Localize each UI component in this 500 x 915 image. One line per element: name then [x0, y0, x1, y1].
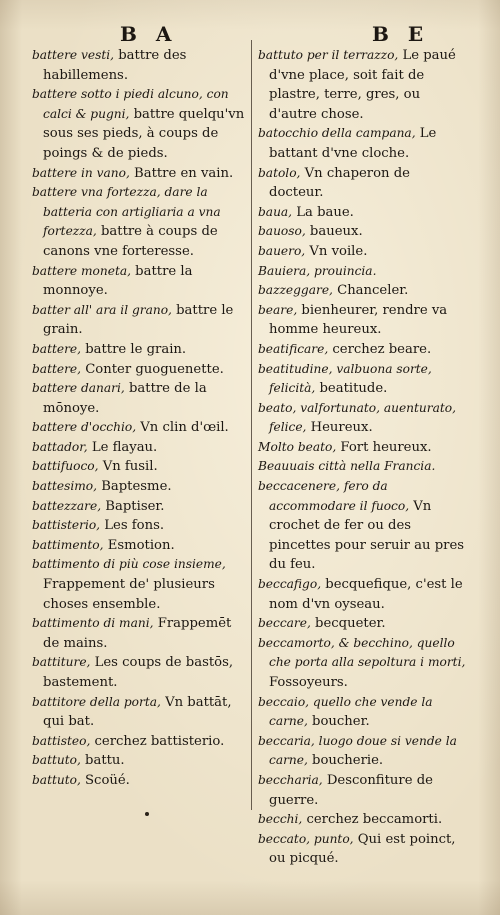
- entry-headword: beccacenere, fero da accommodare il fuoco,: [258, 479, 410, 513]
- entry-headword: battimento di mani,: [32, 616, 154, 631]
- dictionary-entry: [258, 222, 468, 242]
- entry-headword: beccafigo,: [258, 577, 322, 592]
- dictionary-entry: [32, 418, 246, 438]
- entry-headword: battere vesti,: [32, 48, 115, 62]
- dictionary-entry: [32, 457, 246, 477]
- entry-headword: beato, valfortunato, auenturato, felice,: [258, 400, 456, 435]
- dictionary-entry: [32, 379, 246, 418]
- entry-definition: Scoüé.: [80, 772, 130, 788]
- dictionary-entry: [32, 693, 246, 732]
- entry-definition: becqueter.: [310, 616, 386, 632]
- left-column: [32, 46, 246, 791]
- entry-definition: beatitude.: [315, 381, 388, 397]
- dictionary-entry: [32, 46, 246, 85]
- entry-definition: Battre en vain.: [129, 165, 234, 181]
- entry-headword: beatificare,: [258, 341, 329, 356]
- dictionary-entry: [258, 575, 468, 614]
- entry-definition: battre le grain.: [81, 341, 187, 357]
- entry-headword: baua,: [258, 204, 293, 219]
- entry-definition: Vn voile.: [305, 243, 368, 259]
- entry-headword: battere in vano,: [32, 165, 130, 180]
- entry-definition: Baptesme.: [97, 479, 172, 495]
- entry-headword: battimento,: [32, 537, 104, 552]
- entry-headword: battisterio,: [32, 518, 101, 533]
- entry-definition: Heureux.: [306, 420, 373, 436]
- entry-headword: battimento di più cose insieme,: [32, 557, 226, 572]
- entry-definition: Les coups de bastōs, bastement.: [43, 655, 234, 690]
- entry-definition: Desconfiture de guerre.: [269, 772, 433, 808]
- entry-headword: beatitudine, valbuona sorte, felicità,: [258, 361, 432, 396]
- dictionary-entry: [258, 732, 468, 771]
- entry-headword: Beauuais città nella Francia.: [258, 459, 436, 474]
- dictionary-entry: [258, 438, 468, 458]
- dictionary-entry: [32, 497, 246, 517]
- page-header-left: B A: [120, 22, 178, 46]
- ink-dot-mark: [145, 812, 149, 816]
- entry-headword: beccaio, quello che vende la carne,: [258, 694, 433, 729]
- entry-definition: battre le grain.: [43, 302, 234, 338]
- dictionary-entry: [258, 457, 468, 477]
- dictionary-entry: [258, 830, 468, 869]
- dictionary-entry: [32, 85, 246, 163]
- dictionary-entry: [258, 360, 468, 399]
- entry-definition: Les fons.: [100, 518, 165, 534]
- entry-definition: Vn chaperon de docteur.: [269, 165, 410, 201]
- dictionary-entry: [258, 242, 468, 262]
- entry-definition: Vn battāt, qui bat.: [43, 694, 232, 730]
- dictionary-entry: [258, 301, 468, 340]
- entry-headword: bauoso,: [258, 224, 306, 239]
- entry-definition: battre à coups de canons vne forteresse.: [43, 224, 218, 259]
- entry-headword: beare,: [258, 302, 298, 317]
- entry-definition: Le flayau.: [87, 439, 158, 455]
- entry-definition: cerchez beccamorti.: [302, 812, 443, 828]
- entry-headword: becchi,: [258, 812, 303, 827]
- entry-headword: batolo,: [258, 165, 301, 180]
- entry-headword: battere,: [32, 341, 81, 356]
- dictionary-entry: [258, 164, 468, 203]
- entry-headword: battere danari,: [32, 381, 125, 396]
- entry-headword: battere sotto i piedi alcuno, con calci & pugni,: [32, 87, 229, 121]
- entry-headword: battere d'occhio,: [32, 420, 137, 435]
- dictionary-entry: [258, 614, 468, 634]
- entry-headword: battisteo,: [32, 733, 91, 748]
- entry-headword: battere,: [32, 361, 81, 376]
- entry-headword: bazzeggare,: [258, 283, 333, 298]
- entry-definition: cerchez battisterio.: [90, 733, 225, 749]
- entry-definition: Frappemēt de mains.: [43, 616, 232, 651]
- entry-headword: batocchio della campana,: [258, 126, 416, 141]
- entry-headword: battere vna fortezza, dare la batteria con artigliaria a vna fortezza,: [32, 185, 221, 239]
- dictionary-entry: [32, 340, 246, 360]
- entry-definition: Baptiser.: [101, 498, 165, 514]
- entry-headword: battuto,: [32, 753, 81, 768]
- entry-definition: battre de la mōnoye.: [43, 381, 207, 416]
- entry-headword: beccamorto, & becchino, quello che porta alla sepoltura i morti,: [258, 635, 466, 670]
- entry-definition: becquefique, c'est le nom d'vn oyseau.: [269, 577, 463, 612]
- dictionary-entry: [32, 438, 246, 458]
- entry-headword: Bauiera, prouincia.: [258, 263, 377, 278]
- entry-definition: Frappement de' plusieurs choses ensemble.: [43, 577, 215, 612]
- entry-headword: battifuoco,: [32, 459, 99, 474]
- entry-headword: battere moneta,: [32, 263, 131, 278]
- dictionary-entry: [32, 653, 246, 692]
- dictionary-entry: [32, 262, 246, 301]
- entry-definition: battre la monnoye.: [43, 263, 193, 299]
- entry-headword: batter all' ara il grano,: [32, 302, 172, 317]
- dictionary-entry: [258, 281, 468, 301]
- page-header-right: B E: [372, 22, 430, 46]
- dictionary-entry: [258, 203, 468, 223]
- entry-headword: battiture,: [32, 655, 91, 670]
- right-column: [258, 46, 468, 869]
- dictionary-entry: [32, 477, 246, 497]
- dictionary-entry: [258, 693, 468, 732]
- entry-headword: battezzare,: [32, 498, 102, 513]
- entry-headword: beccato, punto,: [258, 831, 354, 846]
- dictionary-entry: [258, 340, 468, 360]
- dictionary-entry: [258, 262, 468, 282]
- entry-definition: battre quelqu'vn sous ses pieds, à coups de poings & de pieds.: [43, 106, 245, 161]
- dictionary-entry: [258, 771, 468, 810]
- entry-headword: beccare,: [258, 616, 311, 631]
- dictionary-entry: [32, 536, 246, 556]
- entry-headword: bauero,: [258, 243, 306, 258]
- entry-headword: battuto per il terrazzo,: [258, 48, 399, 62]
- dictionary-entry: [258, 46, 468, 124]
- entry-definition: boucherie.: [307, 753, 384, 769]
- entry-headword: battesimo,: [32, 479, 97, 494]
- dictionary-entry: [32, 555, 246, 614]
- dictionary-entry: [258, 810, 468, 830]
- entry-definition: Vn fusil.: [98, 459, 158, 475]
- entry-definition: Fossoyeurs.: [269, 675, 348, 690]
- dictionary-entry: [258, 477, 468, 575]
- dictionary-entry: [32, 183, 246, 261]
- dictionary-entry: [258, 634, 468, 693]
- dictionary-entry: [32, 164, 246, 184]
- column-divider: [251, 40, 252, 810]
- entry-definition: battre des habillemens.: [43, 48, 187, 83]
- entry-headword: beccharia,: [258, 772, 323, 787]
- dictionary-entry: [32, 516, 246, 536]
- dictionary-entry: [32, 614, 246, 653]
- entry-definition: Conter guoguenette.: [81, 361, 224, 377]
- entry-definition: Fort heureux.: [336, 439, 432, 455]
- entry-definition: Vn clin d'œil.: [136, 420, 229, 436]
- entry-headword: Molto beato,: [258, 439, 337, 454]
- entry-headword: beccaria, luogo doue si vende la carne,: [258, 733, 457, 768]
- entry-definition: Le battant d'vne cloche.: [269, 126, 437, 161]
- entry-definition: cerchez beare.: [328, 341, 432, 357]
- dictionary-entry: [32, 301, 246, 340]
- entry-definition: battu.: [80, 753, 125, 769]
- entry-definition: Le paué d'vne place, soit fait de plastre, terre, gres, ou d'autre chose.: [269, 48, 456, 122]
- entry-definition: boucher.: [307, 714, 370, 730]
- entry-headword: battuto,: [32, 772, 81, 787]
- entry-definition: Vn crochet de fer ou des pincettes pour seruir au pres du feu.: [269, 498, 465, 573]
- entry-definition: Qui est poinct, ou picqué.: [269, 831, 456, 867]
- entry-definition: Esmotion.: [103, 537, 175, 553]
- dictionary-entry: [32, 360, 246, 380]
- dictionary-entry: [32, 732, 246, 752]
- entry-headword: battador,: [32, 439, 88, 454]
- entry-definition: La baue.: [292, 204, 354, 220]
- dictionary-entry: [258, 124, 468, 163]
- dictionary-entry: [32, 771, 246, 791]
- dictionary-entry: [258, 399, 468, 438]
- entry-definition: bienheurer, rendre va homme heureux.: [269, 302, 448, 338]
- dictionary-entry: [32, 751, 246, 771]
- entry-definition: baueux.: [305, 224, 363, 240]
- entry-headword: battitore della porta,: [32, 694, 161, 709]
- entry-definition: Chanceler.: [332, 283, 409, 299]
